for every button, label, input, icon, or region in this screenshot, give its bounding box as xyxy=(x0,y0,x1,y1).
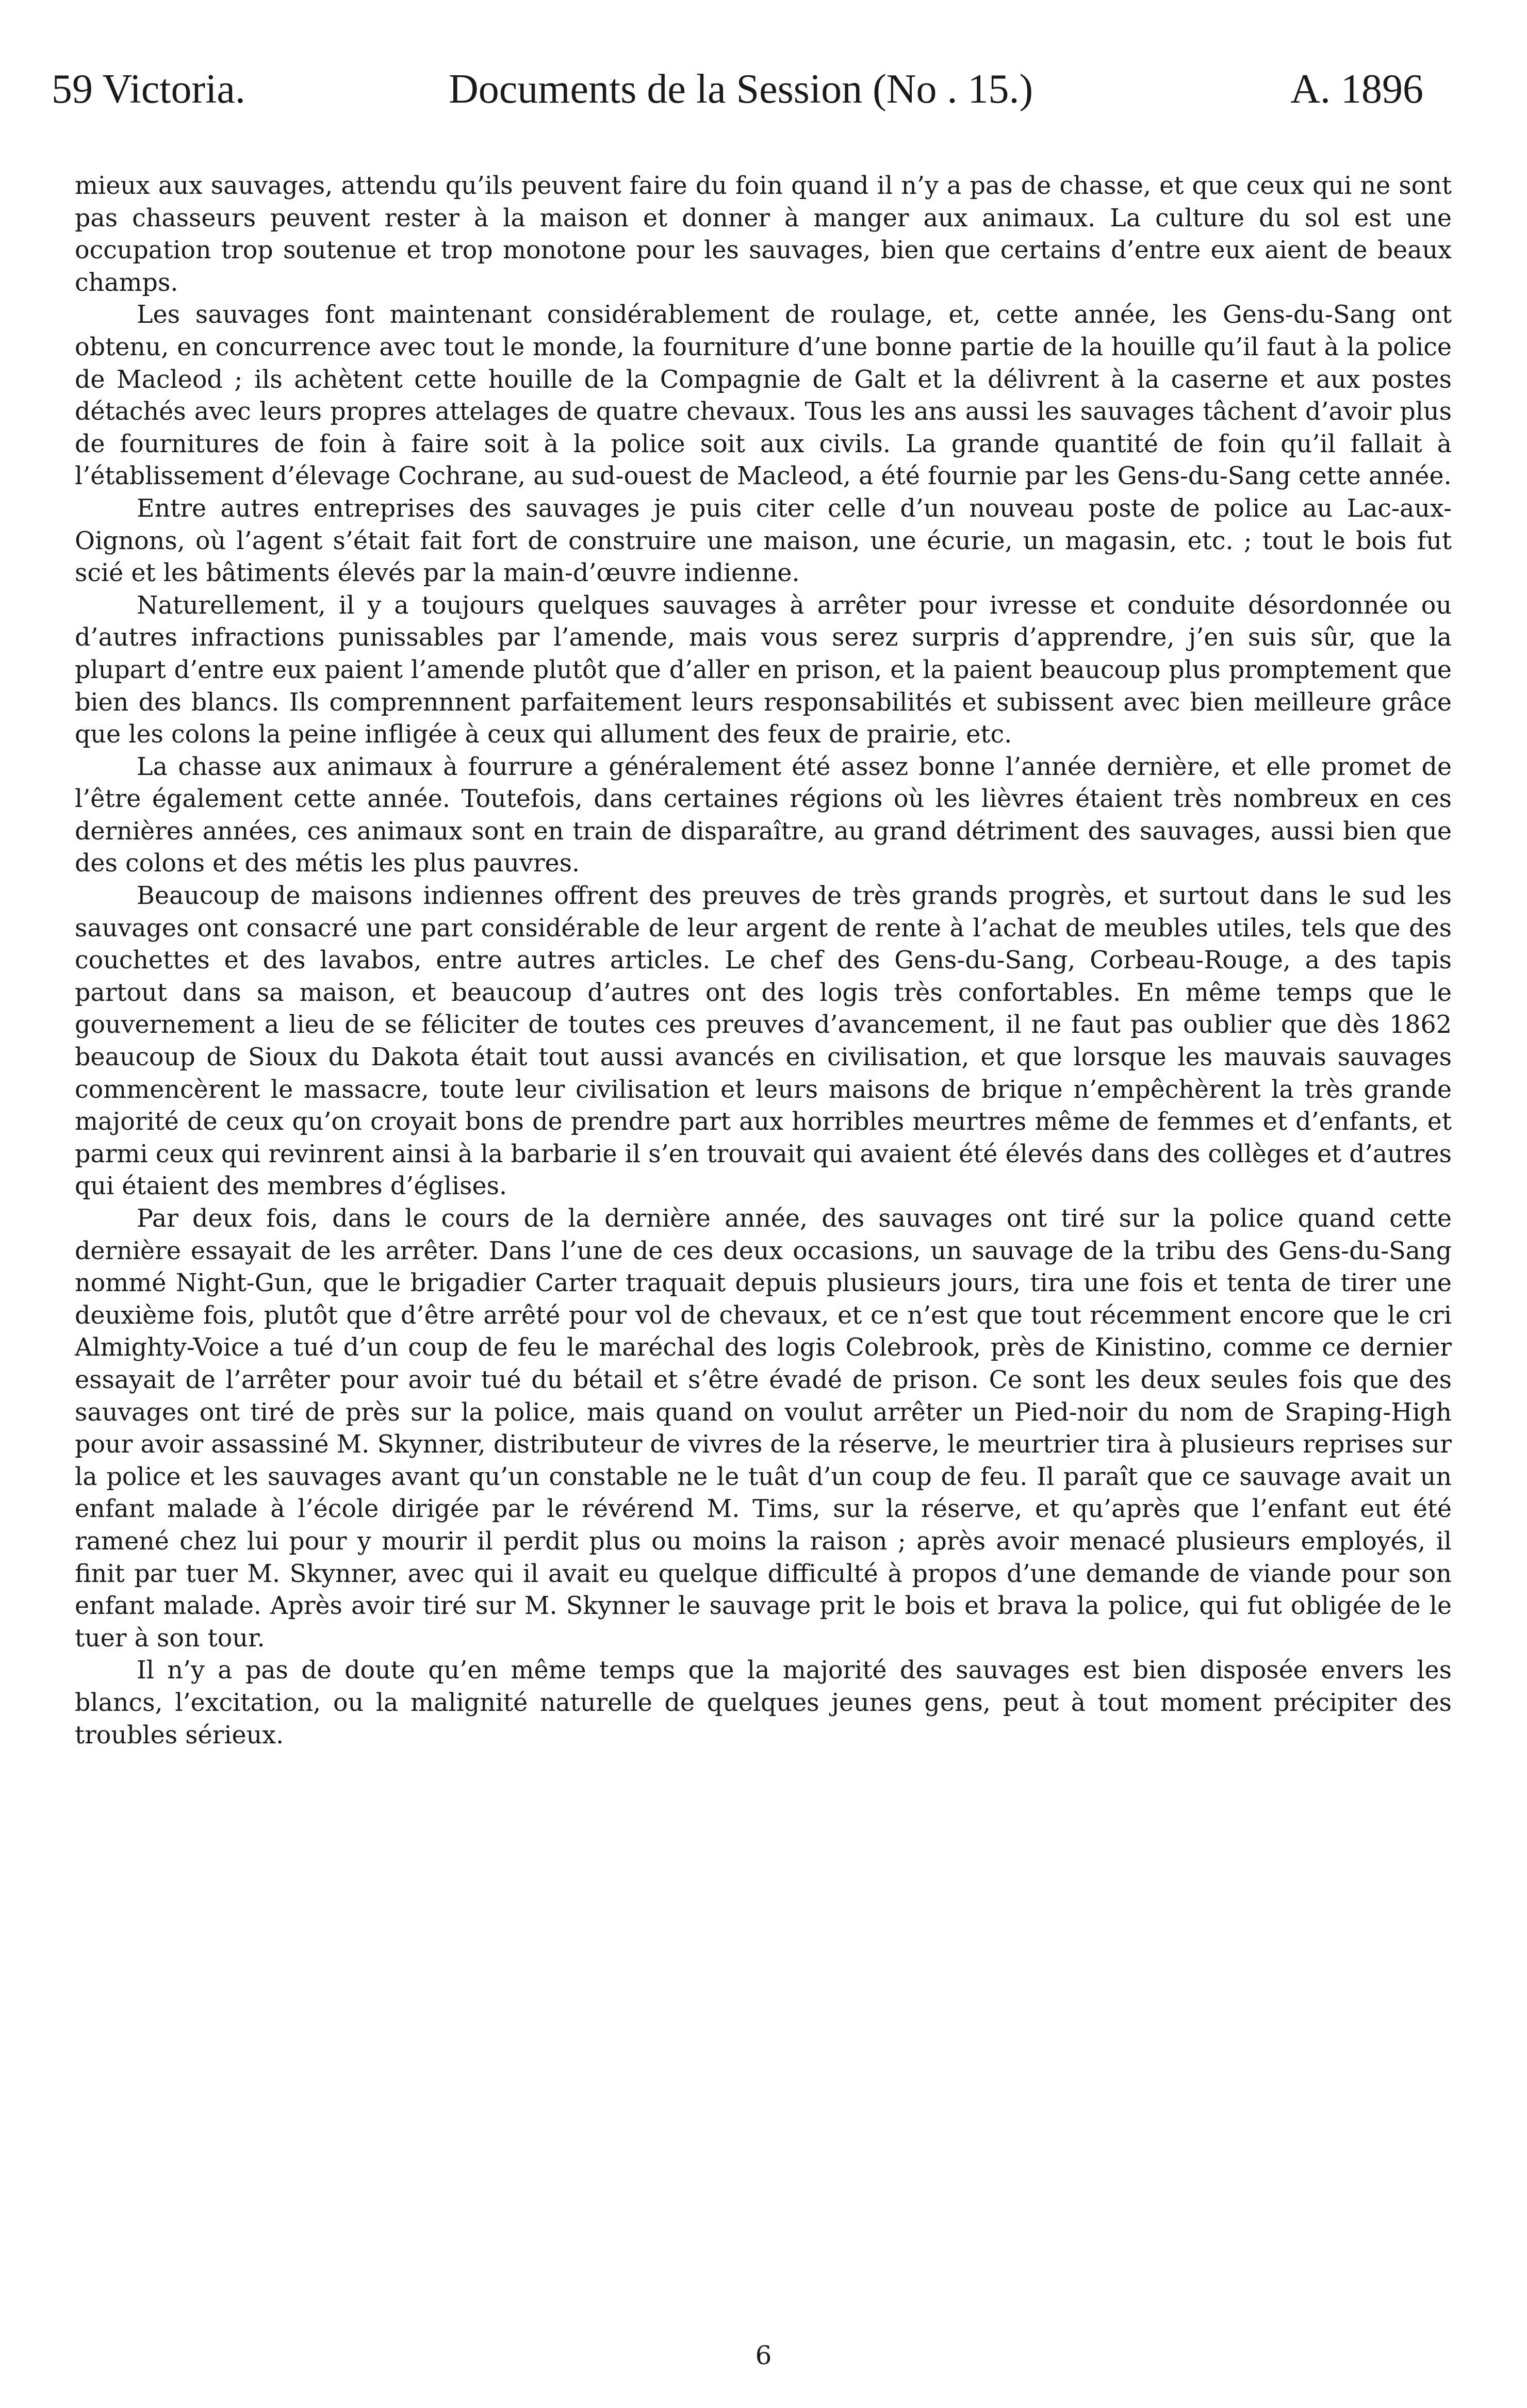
paragraph-arrestations: Naturellement, il y a toujours quelques sauvages à arrêter pour ivresse et conduite désordonnée ou d’autres infractions punissables par l’amende, mais vous serez surpris d’apprendre, j’en suis sûr, que la plupart d’entre eux paient l’amende plutôt que d’aller en prison, et la paient beaucoup plus promptement que bien des blancs. Ils comprennnent parfaitement leurs responsabilités et subissent avec bien meilleure grâce que les colons la peine infligée à ceux qui allument des feux de prairie, etc. xyxy=(75,591,1452,749)
paragraph-maisons: Beaucoup de maisons indiennes offrent des preuves de très grands progrès, et surtout dans le sud les sauvages ont consacré une part considérable de leur argent de rente à l’achat de meubles utiles, tels que des couchettes et des lavabos, entre autres articles. Le chef des Gens-du-Sang, Corbeau-Rouge, a des tapis partout dans sa maison, et beaucoup d’autres ont des logis très confortables. En même temps que le gouvernement a lieu de se féliciter de toutes ces preuves d’avancement, il ne faut pas oublier que dès 1862 beaucoup de Sioux du Dakota était tout aussi avancés en civilisation, et que lorsque les mauvais sauvages commencèrent le massacre, toute leur civilisation et leurs maisons de brique n’empêchèrent la très grande majorité de ceux qu’on croyait bons de prendre part aux horribles meurtres même de femmes et d’enfants, et parmi ceux qui revinrent ainsi à la barbarie il s’en trouvait qui avaient été élevés dans des collèges et d’autres qui étaient des membres d’églises. xyxy=(75,882,1452,1201)
page-number: 6 xyxy=(755,2340,772,2370)
paragraph-continued: mieux aux sauvages, attendu qu’ils peuvent faire du foin quand il n’y a pas de chasse, et que ceux qui ne sont pas chasseurs peuvent rester à la maison et donner à manger aux animaux. La culture du sol est une occupation trop soutenue et trop monotone pour les sauvages, bien que certains d’entre eux aient de beaux champs. xyxy=(75,172,1452,297)
paragraph-police: Par deux fois, dans le cours de la dernière année, des sauvages ont tiré sur la police quand cette dernière essayait de les arrêter. Dans l’une de ces deux occasions, un sauvage de la tribu des Gens-du-Sang nommé Night-Gun, que le brigadier Carter traquait depuis plusieurs jours, tira une fois et tenta de tirer une deuxième fois, plutôt que d’être arrêté pour vol de chevaux, et ce n’est que tout récemment encore que le cri Almighty-Voice a tué d’un coup de feu le maréchal des logis Colebrook, près de Kinistino, comme ce dernier essayait de l’arrêter pour avoir tué du bétail et s’être évadé de prison. Ce sont les deux seules fois que des sauvages ont tiré de près sur la police, mais quand on voulut arrêter un Pied-noir du nom de Sraping-High pour avoir assassiné M. Skynner, distributeur de vivres de la réserve, le meurtrier tira à plusieurs reprises sur la police et les sauvages avant qu’un constable ne le tuât d’un coup de feu. Il paraît que ce sauvage avait un enfant malade à l’école dirigée par le révérend M. Tims, sur la réserve, et qu’après que l’enfant eut été ramené chez lui pour y mourir il perdit plus ou moins la raison ; après avoir menacé plusieurs employés, il finit par tuer M. Skynner, avec qui il avait eu quelque difficulté à propos d’une demande de viande pour son enfant malade. Après avoir tiré sur M. Skynner le sauvage prit le bois et brava la police, qui fut obligée de le tuer à son tour. xyxy=(75,1205,1452,1653)
running-header xyxy=(52,56,1423,123)
body-text xyxy=(75,170,1452,1752)
header-year: A. 1896 xyxy=(1290,67,1423,112)
header-regnal-year: 59 Victoria. xyxy=(52,67,245,112)
paragraph-conclusion: Il n’y a pas de doute qu’en même temps que la majorité des sauvages est bien disposée envers les blancs, l’excitation, ou la malignité naturelle de quelques jeunes gens, peut à tout moment précipiter des troubles sérieux. xyxy=(75,1656,1452,1750)
paragraph-roulage: Les sauvages font maintenant considérablement de roulage, et, cette année, les Gens-du-Sang ont obtenu, en concurrence avec tout le monde, la fourniture d’une bonne partie de la houille qu’il faut à la police de Macleod ; ils achètent cette houille de la Compagnie de Galt et la délivrent à la caserne et aux postes détachés avec leurs propres attelages de quatre chevaux. Tous les ans aussi les sauvages tâchent d’avoir plus de fournitures de foin à faire soit à la police soit aux civils. La grande quantité de foin qu’il fallait à l’établissement d’élevage Cochrane, au sud-ouest de Macleod, a été fournie par les Gens-du-Sang cette année. xyxy=(75,301,1452,491)
paragraph-chasse: La chasse aux animaux à fourrure a généralement été assez bonne l’année dernière, et elle promet de l’être également cette année. Toutefois, dans certaines régions où les lièvres étaient très nombreux en ces dernières années, ces animaux sont en train de disparaître, au grand détriment des sauvages, aussi bien que des colons et des métis les plus pauvres. xyxy=(75,752,1452,878)
paragraph-entreprises: Entre autres entreprises des sauvages je puis citer celle d’un nouveau poste de police au Lac-aux-Oignons, où l’agent s’était fait fort de construire une maison, une écurie, un magasin, etc. ; tout le bois fut scié et les bâtiments élevés par la main-d’œuvre indienne. xyxy=(75,494,1452,588)
header-document-title: Documents de la Session (No . 15.) xyxy=(449,67,1033,112)
